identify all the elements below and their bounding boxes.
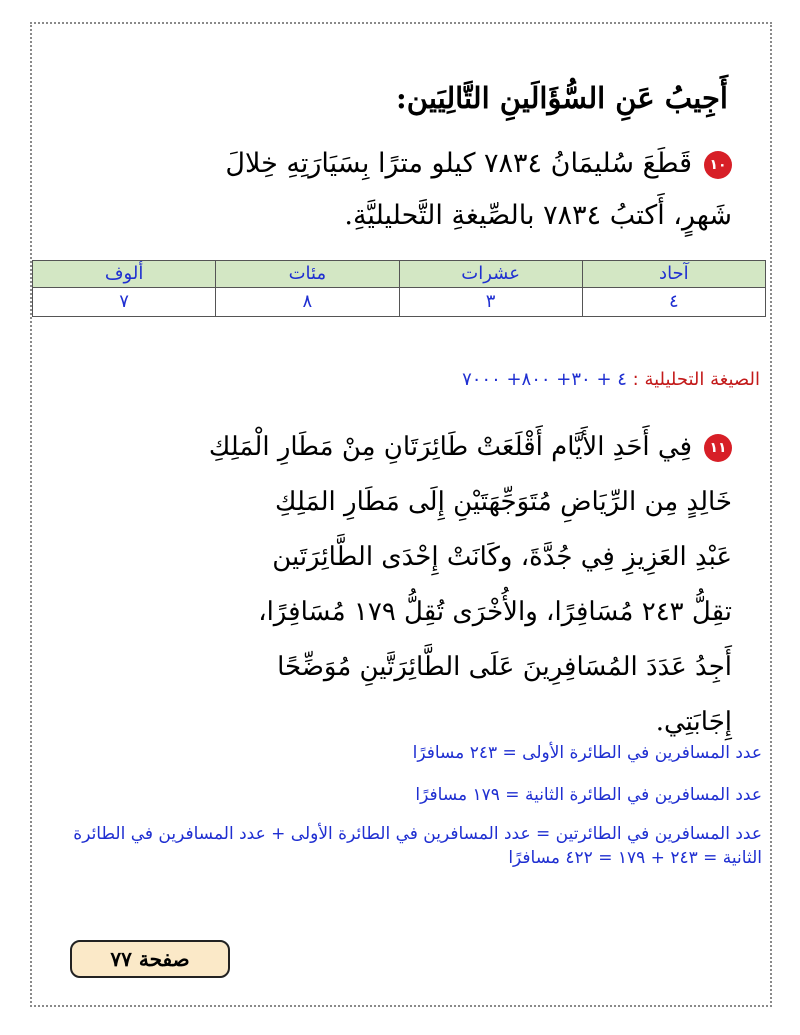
question-11-text-1: فِي أَحَدِ الأَيَّام أَقْلَعَتْ طَائِرَتَانِ مِنْ مَطَارِ الْمَلِكِ	[208, 432, 692, 462]
question-10-text-1: قَطَعَ سُليمَانُ ٧٨٣٤ كيلو مترًا بِسَيَارَتِهِ خِلالَ	[225, 148, 692, 179]
answer-line: عدد المسافرين في الطائرة الأولى = ٢٤٣ مسافرًا	[412, 743, 762, 763]
expanded-form	[40, 366, 760, 394]
header-ones: آحاد	[582, 261, 765, 288]
question-11-text-3: عَبْدِ العَزِيزِ فِي جُدَّةَ، وكَانَتْ إِحْدَى الطَّائِرَتَين	[272, 542, 732, 572]
question-10	[92, 138, 732, 242]
page-number-badge: صفحة ٧٧	[70, 940, 230, 978]
header-hundreds: مئات	[216, 261, 399, 288]
section-heading: أَجِيبُ عَنِ السُّؤَالَينِ التَّالِيَين:	[396, 81, 728, 115]
value-thousands: ٧	[33, 288, 216, 317]
value-hundreds: ٨	[216, 288, 399, 317]
value-ones: ٤	[582, 288, 765, 317]
question-11-text-4: تقِلُّ ٢٤٣ مُسَافِرًا، والأُخْرَى تُقِلُّ ١٧٩ مُسَافِرًا،	[258, 597, 732, 627]
expanded-form-value: ٤ + ٣٠+ ٨٠٠+ ٧٠٠٠	[462, 369, 627, 390]
table-header-row	[33, 261, 766, 288]
header-tens: عشرات	[399, 261, 582, 288]
expanded-form-label: الصيغة التحليلية :	[632, 369, 760, 390]
table-row	[33, 288, 766, 317]
question-number-badge: ١٠	[704, 151, 732, 179]
question-11-line-1	[72, 420, 732, 475]
place-value-table	[32, 260, 766, 317]
question-11-text-6: إِجَابَتِي.	[655, 707, 732, 737]
question-number-badge: ١١	[704, 434, 732, 462]
question-10-text-2: شَهرٍ، أَكتبُ ٧٨٣٤ بالصِّيغةِ التَّحليليَّةِ.	[344, 200, 732, 231]
value-tens: ٣	[399, 288, 582, 317]
header-thousands: ألوف	[33, 261, 216, 288]
answer-line: عدد المسافرين في الطائرتين = عدد المسافرين في الطائرة الأولى + عدد المسافرين في الطائرة الثانية = ٢٤٣ + ١٧٩ = ٤٢٢ مسافرًا	[73, 824, 762, 868]
question-11-text-2: خَالِدٍ مِن الرِّيَاضِ مُتَوَجِّهَتَيْنِ إِلَى مَطَارِ المَلِكِ	[275, 487, 732, 517]
question-11	[72, 420, 732, 750]
answers-block	[42, 738, 762, 870]
question-10-line-1	[92, 138, 732, 190]
question-11-text-5: أَجِدُ عَدَدَ المُسَافِرِينَ عَلَى الطَّائِرَتَّينِ مُوَضِّحًا	[277, 652, 732, 682]
answer-line: عدد المسافرين في الطائرة الثانية = ١٧٩ مسافرًا	[415, 785, 762, 805]
